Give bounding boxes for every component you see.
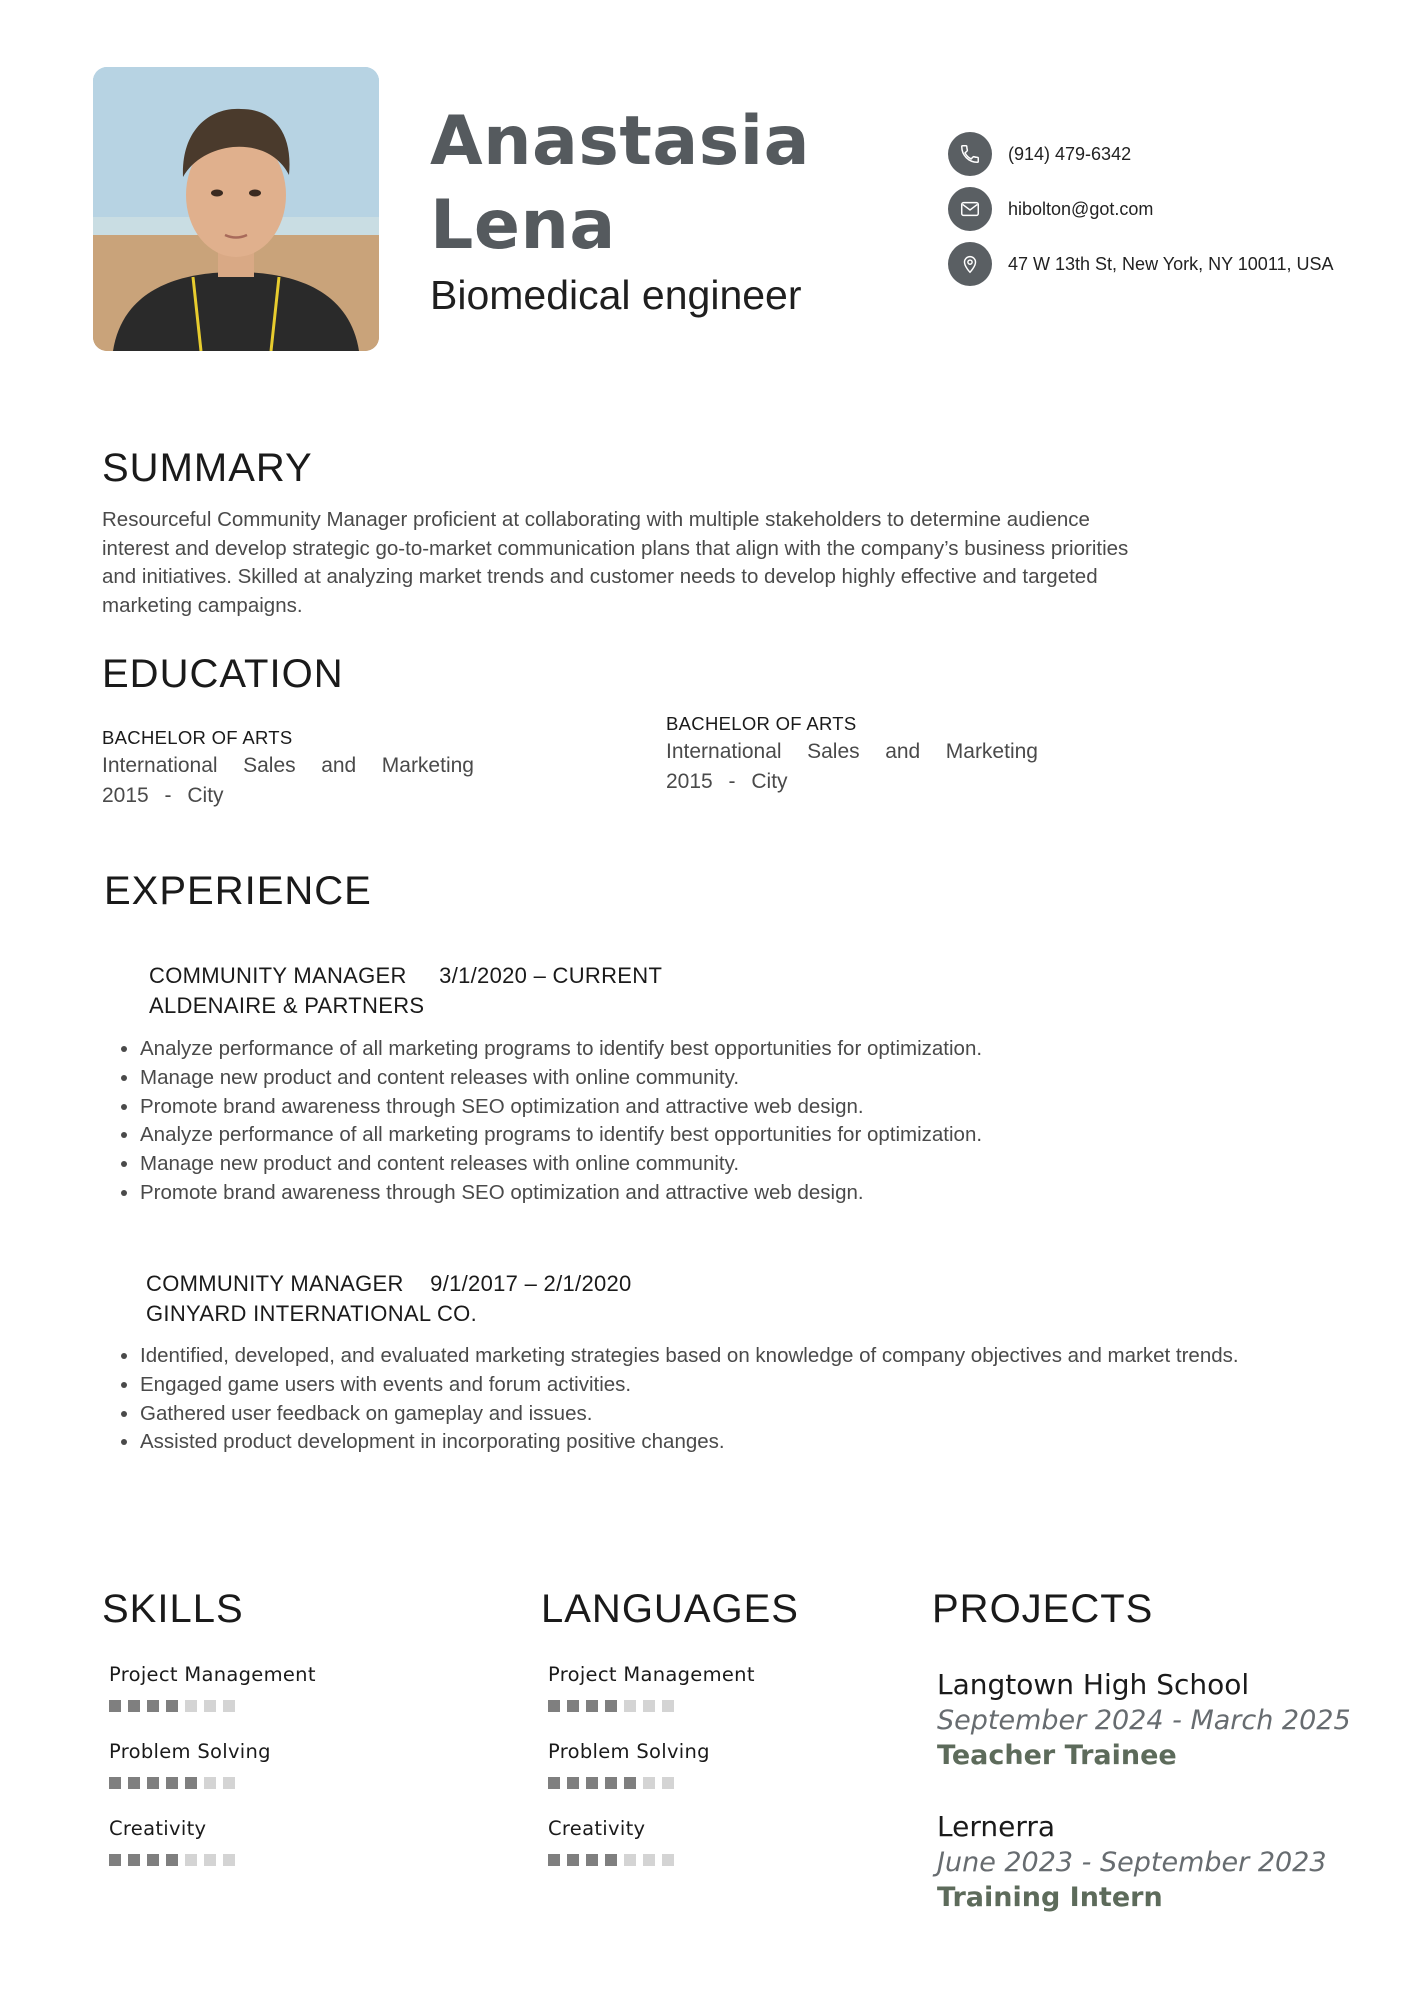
language-level-dots <box>548 1854 755 1866</box>
candidate-name <box>430 100 810 268</box>
phone-icon <box>948 132 992 176</box>
project-role: Teacher Trainee <box>937 1740 1177 1771</box>
languages-list <box>548 1663 755 1894</box>
education-field <box>102 751 474 781</box>
level-dot-filled <box>109 1777 121 1789</box>
field-word: Sales <box>243 754 296 777</box>
education-year-city: 2015 - City <box>102 784 224 807</box>
job-company: ALDENAIRE & PARTNERS <box>149 993 425 1018</box>
level-dot-filled <box>586 1700 598 1712</box>
education-degree: BACHELOR OF ARTS <box>666 713 857 734</box>
list-item: • Manage new product and content releases with online community. <box>140 1064 1262 1093</box>
level-dot-filled <box>567 1777 579 1789</box>
level-dot-filled <box>147 1777 159 1789</box>
level-dot-filled <box>147 1700 159 1712</box>
field-word: Marketing <box>945 740 1038 763</box>
summary-text <box>102 506 1128 620</box>
email-text: hibolton@got.com <box>1008 198 1154 219</box>
job-title: COMMUNITY MANAGER <box>149 963 407 988</box>
level-dot-filled <box>147 1854 159 1866</box>
skill-item <box>109 1740 316 1817</box>
level-dot-empty <box>624 1854 636 1866</box>
level-dot-empty <box>662 1777 674 1789</box>
contact-phone[interactable] <box>948 132 1131 176</box>
phone-text: (914) 479-6342 <box>1008 143 1132 164</box>
level-dot-empty <box>185 1854 197 1866</box>
language-label: Creativity <box>548 1817 646 1840</box>
contact-email[interactable] <box>948 187 1153 231</box>
language-label: Project Management <box>548 1663 755 1686</box>
education-year-city: 2015 - City <box>666 770 788 793</box>
level-dot-empty <box>223 1700 235 1712</box>
project-item <box>937 1668 1351 1771</box>
level-dot-empty <box>223 1854 235 1866</box>
level-dot-empty <box>624 1700 636 1712</box>
project-item <box>937 1810 1327 1913</box>
job-header <box>146 1271 632 1327</box>
field-word: Marketing <box>381 754 474 777</box>
level-dot-filled <box>624 1777 636 1789</box>
level-dot-empty <box>662 1700 674 1712</box>
field-word: International <box>102 754 218 777</box>
level-dot-filled <box>109 1854 121 1866</box>
level-dot-filled <box>548 1700 560 1712</box>
level-dot-filled <box>128 1854 140 1866</box>
education-field <box>666 737 1038 767</box>
address-text: 47 W 13th St, New York, NY 10011, USA <box>1008 253 1334 274</box>
skill-level-dots <box>109 1700 316 1712</box>
project-role: Training Intern <box>937 1882 1163 1913</box>
language-label: Problem Solving <box>548 1740 710 1763</box>
language-item <box>548 1740 755 1817</box>
skill-label: Project Management <box>109 1663 316 1686</box>
level-dot-filled <box>185 1777 197 1789</box>
summary-line: Resourceful Community Manager proficient at collaborating with multiple stakeholders to determine audience <box>102 508 1090 531</box>
skill-label: Problem Solving <box>109 1740 271 1763</box>
level-dot-filled <box>605 1700 617 1712</box>
level-dot-filled <box>586 1854 598 1866</box>
education-item <box>666 713 1038 797</box>
job-dates: 9/1/2017 – 2/1/2020 <box>430 1271 632 1296</box>
level-dot-filled <box>567 1700 579 1712</box>
level-dot-filled <box>567 1854 579 1866</box>
field-word: Sales <box>807 740 860 763</box>
summary-heading: SUMMARY <box>102 446 313 490</box>
level-dot-empty <box>662 1854 674 1866</box>
experience-heading: EXPERIENCE <box>104 869 372 913</box>
education-degree: BACHELOR OF ARTS <box>102 727 293 748</box>
skill-item <box>109 1663 316 1740</box>
level-dot-filled <box>586 1777 598 1789</box>
level-dot-filled <box>605 1777 617 1789</box>
job-dates: 3/1/2020 – CURRENT <box>439 963 663 988</box>
projects-heading: PROJECTS <box>932 1587 1154 1631</box>
level-dot-filled <box>128 1777 140 1789</box>
project-dates: September 2024 - March 2025 <box>937 1705 1351 1736</box>
languages-heading: LANGUAGES <box>541 1587 799 1631</box>
field-word: and <box>321 754 357 777</box>
level-dot-filled <box>166 1777 178 1789</box>
job-bullets <box>102 1342 1262 1457</box>
list-item: • Identified, developed, and evaluated marketing strategies based on knowledge of company objectives and market trends. <box>140 1342 1262 1371</box>
project-dates: June 2023 - September 2023 <box>937 1847 1327 1878</box>
skills-list <box>109 1663 316 1894</box>
profile-photo <box>93 67 379 351</box>
location-icon <box>948 242 992 286</box>
level-dot-empty <box>643 1777 655 1789</box>
level-dot-filled <box>166 1854 178 1866</box>
list-item: • Engaged game users with events and forum activities. <box>140 1371 1262 1400</box>
summary-line: marketing campaigns. <box>102 593 303 617</box>
level-dot-empty <box>204 1700 216 1712</box>
job-company: GINYARD INTERNATIONAL CO. <box>146 1301 478 1326</box>
education-heading: EDUCATION <box>102 652 344 696</box>
project-name: Lernerra <box>937 1810 1056 1843</box>
summary-line: interest and develop strategic go-to-market communication plans that align with the company’s business priorities <box>102 536 1129 560</box>
field-word: International <box>666 740 782 763</box>
skills-heading: SKILLS <box>102 1587 244 1631</box>
level-dot-empty <box>185 1700 197 1712</box>
field-word: and <box>885 740 921 763</box>
skill-label: Creativity <box>109 1817 207 1840</box>
list-item: • Promote brand awareness through SEO optimization and attractive web design. <box>140 1179 1262 1208</box>
name-first: Anastasia <box>430 102 810 181</box>
skill-item <box>109 1817 316 1894</box>
level-dot-empty <box>204 1854 216 1866</box>
list-item: • Analyze performance of all marketing programs to identify best opportunities for optimization. <box>140 1121 1262 1150</box>
email-icon <box>948 187 992 231</box>
list-item: • Promote brand awareness through SEO optimization and attractive web design. <box>140 1093 1262 1122</box>
level-dot-filled <box>548 1854 560 1866</box>
skill-level-dots <box>109 1777 316 1789</box>
job-bullets <box>102 1035 1262 1208</box>
project-name: Langtown High School <box>937 1668 1250 1701</box>
level-dot-empty <box>223 1777 235 1789</box>
education-item <box>102 727 474 811</box>
level-dot-empty <box>643 1854 655 1866</box>
list-item: • Analyze performance of all marketing programs to identify best opportunities for optimization. <box>140 1035 1262 1064</box>
list-item: • Gathered user feedback on gameplay and issues. <box>140 1400 1262 1429</box>
summary-line: and initiatives. Skilled at analyzing market trends and customer needs to develop highly effective and targeted <box>102 565 1098 588</box>
name-last: Lena <box>430 186 616 265</box>
language-level-dots <box>548 1700 755 1712</box>
level-dot-empty <box>643 1700 655 1712</box>
contact-address[interactable] <box>948 242 1334 286</box>
level-dot-filled <box>109 1700 121 1712</box>
level-dot-filled <box>548 1777 560 1789</box>
language-item <box>548 1817 755 1894</box>
skill-level-dots <box>109 1854 316 1866</box>
job-title: COMMUNITY MANAGER <box>146 1271 404 1296</box>
level-dot-filled <box>128 1700 140 1712</box>
list-item: • Assisted product development in incorporating positive changes. <box>140 1428 1262 1457</box>
list-item: • Manage new product and content releases with online community. <box>140 1150 1262 1179</box>
language-level-dots <box>548 1777 755 1789</box>
job-header <box>149 963 662 1019</box>
level-dot-filled <box>166 1700 178 1712</box>
job-role: Biomedical engineer <box>430 272 802 318</box>
level-dot-empty <box>204 1777 216 1789</box>
language-item <box>548 1663 755 1740</box>
level-dot-filled <box>605 1854 617 1866</box>
